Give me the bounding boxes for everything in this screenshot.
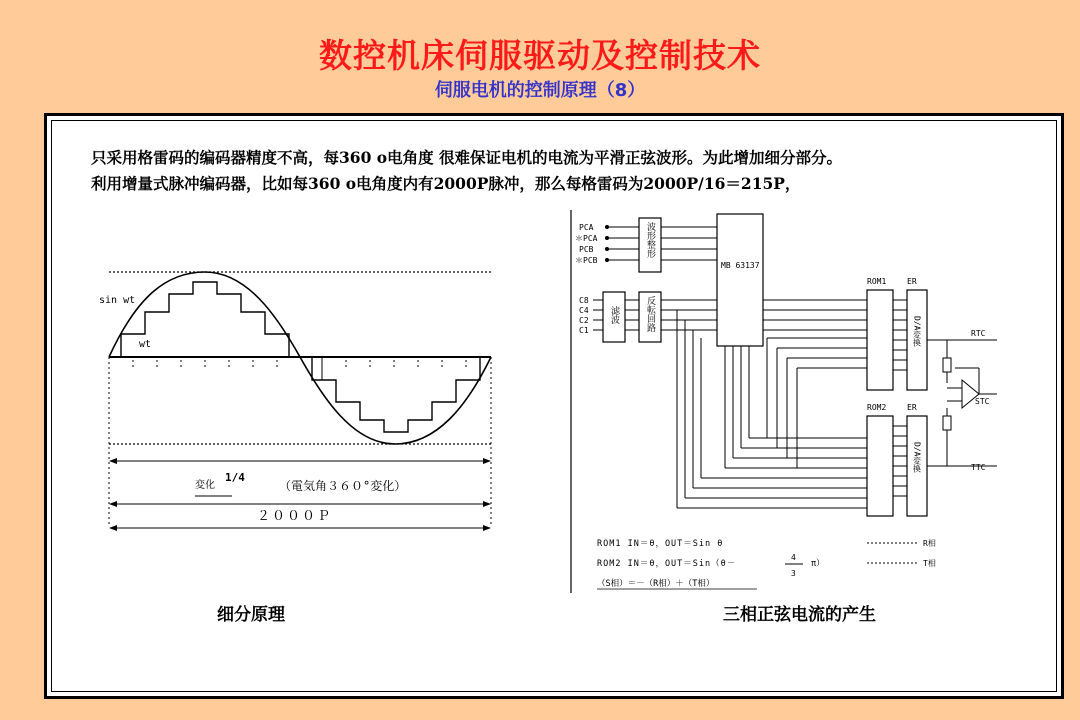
er1-label: ER <box>907 277 917 286</box>
chip-label: MB 63137 <box>721 261 760 270</box>
axis-ticks <box>133 360 466 370</box>
output-stc: STC <box>975 397 990 406</box>
content-panel <box>44 113 1064 699</box>
equation-s-phase: （S相）＝－（R相）＋（T相） <box>597 579 715 589</box>
inverter-label: 反転回路 <box>645 296 655 332</box>
equation-rom1: ROM1 IN＝θ，OUT＝Sin θ <box>597 539 724 549</box>
fraction-label: 1/4 <box>225 471 245 484</box>
t-phase-label: T相 <box>923 559 936 568</box>
rom1-block <box>867 290 893 390</box>
wt-label: wt <box>139 339 152 350</box>
pulse-count-label: ２０００Ｐ <box>257 509 333 524</box>
page-subtitle: 伺服电机的控制原理（8） <box>434 80 646 101</box>
input-pcb-n: ＊PCB <box>575 256 598 265</box>
page-title: 数控机床伺服驱动及控制技术 <box>319 36 761 75</box>
equation-rom2-tail: π） <box>811 559 825 569</box>
equation-rom2: ROM2 IN＝θ，OUT＝Sin（θ－ <box>597 559 737 569</box>
rom2-block <box>867 416 893 516</box>
input-c8: C8 <box>579 296 589 305</box>
input-c4: C4 <box>579 306 589 315</box>
r-phase-label: R相 <box>923 539 936 548</box>
mb63137-chip <box>717 214 763 346</box>
input-pcb: PCB <box>579 245 594 254</box>
angle-note: （電気角３６０°変化） <box>279 479 407 493</box>
da1-label: D/A変換 <box>912 316 922 347</box>
three-phase-circuit-diagram <box>567 208 1007 598</box>
body-text-line-1: 只采用格雷码的编码器精度不高，每360 o电角度 很难保证电机的电流为平滑正弦波形。为此增加细分部分。 <box>91 148 842 167</box>
da2-label: D/A変換 <box>912 442 922 473</box>
body-text-line-2: 利用增量式脉冲编码器，比如每360 o电角度内有2000P脉冲，那么每格雷码为2000P/16＝215P， <box>91 174 801 193</box>
output-rtc: RTC <box>971 329 986 338</box>
input-c2: C2 <box>579 316 589 325</box>
change-label: 変化 <box>195 480 215 491</box>
output-ttc: TTC <box>971 463 986 472</box>
filter-label: 滤波 <box>609 306 619 324</box>
input-c1: C1 <box>579 326 589 335</box>
input-pca-n: ＊PCA <box>575 234 598 243</box>
right-figure-caption: 三相正弦电流的产生 <box>723 605 876 625</box>
rom1-label: ROM1 <box>867 277 887 286</box>
sin-wt-label: sin wt <box>99 295 136 306</box>
input-pca: PCA <box>579 223 594 232</box>
subdivision-diagram <box>97 256 497 546</box>
equation-rom2-denominator: 3 <box>791 569 796 578</box>
waveform-shaper-label: 波形整形 <box>645 222 655 258</box>
rom2-label: ROM2 <box>867 403 887 412</box>
er2-label: ER <box>907 403 917 412</box>
left-figure-caption: 细分原理 <box>217 605 285 625</box>
equation-rom2-numerator: 4 <box>791 553 796 562</box>
